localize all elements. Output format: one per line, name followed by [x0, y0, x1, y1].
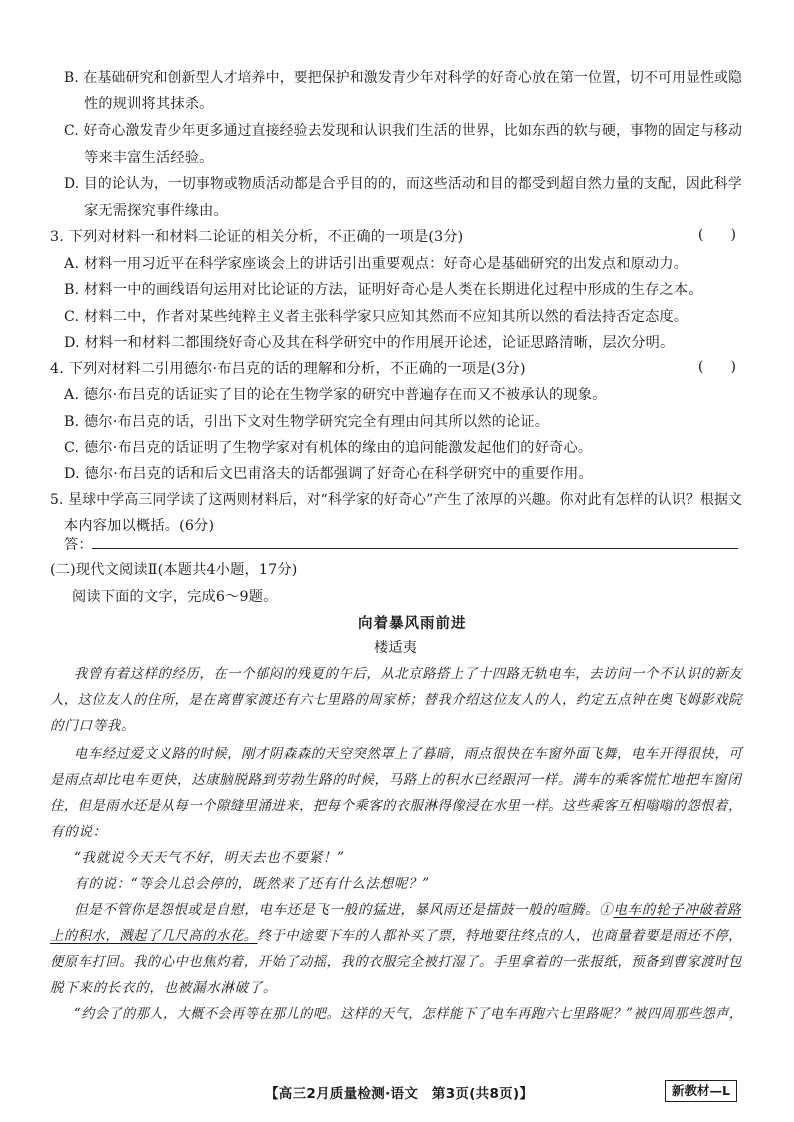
q4-option-b: B. 德尔·布吕克的话，引出下文对生物学研究完全有理由问其所以然的论证。	[64, 414, 550, 430]
q5-stem-line1: 5. 星球中学高三同学读了这两则材料后，对“科学家的好奇心”产生了浓厚的兴趣。你对此有怎样的认识？根据文	[50, 492, 743, 508]
passage-p5-line1	[74, 900, 741, 920]
q3-option-d: D. 材料一和材料二都围绕好奇心及其在科学研究中的作用展开论述，论证思路清晰，层次分明。	[64, 335, 675, 351]
passage-p6-line1: “约会了的那人，大概不会再等在那儿的吧。这样的天气，怎样能下了电车再跑六七里路呢？”被四周那些怨声，	[74, 1006, 743, 1022]
underlined-sentence-1a: 电车的轮子冲破着路	[613, 902, 742, 918]
q4-answer-blank: ( )	[697, 359, 736, 375]
section2-heading: (二)现代文阅读Ⅱ(本题共4小题，17分)	[50, 562, 298, 578]
underlined-sentence-1b: 上的积水，溅起了几尺高的水花。	[50, 928, 258, 944]
q2-option-b-line1: B. 在基础研究和创新型人才培养中，要把保护和激发青少年对科学的好奇心放在第一位置，切不可用显性或隐	[64, 70, 743, 86]
passage-p1-line3: 的门口等我。	[50, 718, 136, 734]
section2-instruction: 阅读下面的文字，完成6～9题。	[72, 589, 278, 605]
passage-author: 楼适夷	[374, 640, 418, 656]
q3-stem: 3. 下列对材料一和材料二论证的相关分析，不正确的一项是(3分)	[50, 229, 464, 245]
q3-option-b: B. 材料一中的画线语句运用对比论证的方法，证明好奇心是人类在长期进化过程中形成的生存之本。	[64, 282, 703, 298]
page-footer	[0, 1079, 794, 1105]
passage-p5-line2	[50, 926, 742, 946]
q5-answer-label: 答：	[64, 537, 93, 553]
footer-text: 【高三2月质量检测·语文 第3页(共8页)】	[265, 1086, 534, 1102]
passage-p2-line3: 住，但是雨水还是从每一个隙缝里涌进来，把每个乘客的衣服淋得像浸在水里一样。这些乘客互相嗡嗡的怨恨着，	[50, 798, 742, 814]
passage-p5-line4: 脱下来的长衣的，也被漏水淋破了。	[50, 980, 278, 996]
q4-stem: 4. 下列对材料二引用德尔·布吕克的话的理解和分析，不正确的一项是(3分)	[50, 361, 526, 377]
q2-option-c-line1: C. 好奇心激发青少年更多通过直接经验去发现和认识我们生活的世界，比如东西的软与硬，事物的固定与移动	[64, 123, 743, 139]
passage-p4: 有的说：“等会儿总会停的，既然来了还有什么法想呢？”	[74, 876, 430, 892]
passage-p3: “我就说今天天气不好，明天去也不要紧！”	[74, 850, 345, 866]
q4-option-d: D. 德尔·布吕克的话和后文巴甫洛夫的话都强调了好奇心在科学研究中的重要作用。	[64, 466, 593, 482]
passage-p1-line2: 人，这位友人的住所，是在离曹家渡还有六七里路的周家桥；替我介绍这位友人的人，约定五点钟在奥飞姆影戏院	[50, 692, 742, 708]
q3-option-a: A. 材料一用习近平在科学家座谈会上的讲话引出重要观点：好奇心是基础研究的出发点和原动力。	[64, 256, 689, 272]
q3-option-c: C. 材料二中，作者对某些纯粹主义者主张科学家只应知其然而不应知其所以然的看法持否定态度。	[64, 309, 689, 325]
q3-answer-blank: ( )	[697, 227, 736, 243]
q5-stem-line2: 本内容加以概括。(6分)	[64, 518, 215, 534]
passage-p2-line1: 电车经过爱文义路的时候，刚才阴森森的天空突然罩上了暮暗，雨点很快在车窗外面飞舞，电车开得很快，可	[74, 746, 743, 762]
q4-option-a: A. 德尔·布吕克的话证实了目的论在生物学家的研究中普遍存在而又不被承认的现象。	[64, 387, 607, 403]
edition-badge: 新教材—L	[665, 1080, 737, 1102]
q2-option-d-line1: D. 目的论认为，一切事物或物质活动都是合乎目的的，而这些活动和目的都受到超自然力量的支配，因此科学	[64, 176, 742, 192]
passage-p1-line1: 我曾有着这样的经历，在一个郁闷的残夏的午后，从北京路搭上了十四路无轨电车，去访问一个不认识的新友	[74, 666, 743, 682]
q2-option-c-line2: 等来丰富生活经验。	[84, 150, 214, 166]
passage-p2-line2: 是雨点却比电车更快，达康脑脱路到劳勃生路的时候，马路上的积水已经跟河一样。满车的乘客慌忙地把车窗闭	[50, 772, 742, 788]
passage-title: 向着暴风雨前进	[358, 615, 467, 632]
passage-p2-line4: 有的说：	[50, 824, 107, 840]
passage-p5-line2-text: 终于中途要下车的人都补买了票，特地要往终点的人，也商量着要是雨还不停，	[257, 928, 742, 944]
q4-option-c: C. 德尔·布吕克的话证明了生物学家对有机体的缘由的追问能激发起他们的好奇心。	[64, 440, 593, 456]
q2-option-b-line2: 性的规训将其抹杀。	[84, 96, 214, 112]
q5-answer-line[interactable]	[92, 548, 738, 549]
passage-p5-line3: 便原车打回。我的心中也焦灼着，开始了动摇，我的衣服完全被打湿了。手里拿着的一张报纸，预备到曹家渡时包	[50, 954, 742, 970]
q2-option-d-line2: 家无需探究事件缘由。	[84, 203, 228, 219]
passage-p5-line1-text: 但是不管你是怨恨或是自慰，电车还是飞一般的猛进，暴风雨还是擂鼓一般的喧腾。①	[74, 902, 614, 918]
